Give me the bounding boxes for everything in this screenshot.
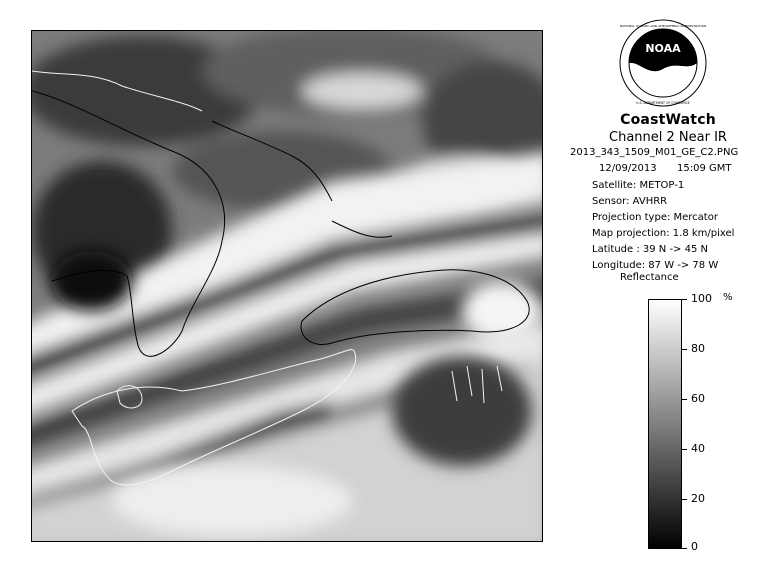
logo-center-text: NOAA [645,42,681,55]
map-projection-info: Map projection: 1.8 km/pixel [592,228,735,239]
channel-label: Channel 2 Near IR [609,130,727,145]
colorbar-tick [682,299,687,300]
legend-title: Reflectance [620,272,679,283]
brand-title: CoastWatch [620,112,716,128]
colorbar-tick-label: 40 [691,442,705,455]
colorbar-tick [682,499,687,500]
colorbar-tick-label: 80 [691,342,705,355]
reflectance-colorbar [648,299,682,549]
colorbar-tick-label: 20 [691,492,705,505]
sensor-info: Sensor: AVHRR [592,196,668,207]
acquisition-time: 15:09 GMT [677,163,732,174]
noaa-logo [619,19,707,107]
image-filename: 2013_343_1509_M01_GE_C2.PNG [570,147,739,158]
colorbar-tick [682,399,687,400]
colorbar-tick [682,349,687,350]
legend-unit: % [723,292,733,303]
colorbar-tick-label: 60 [691,392,705,405]
colorbar-tick-label: 0 [691,540,698,553]
projection-type-info: Projection type: Mercator [592,212,718,223]
satellite-image [31,30,543,542]
acquisition-date: 12/09/2013 [599,163,657,174]
satellite-map-svg [32,31,543,542]
colorbar-tick [682,449,687,450]
longitude-info: Longitude: 87 W -> 78 W [592,260,719,271]
latitude-info: Latitude : 39 N -> 45 N [592,244,708,255]
colorbar-tick [682,548,687,549]
logo-ring-top: NATIONAL OCEANIC AND ATMOSPHERIC ADMINISTRATION [619,24,707,28]
colorbar-tick-label: 100 [691,292,712,305]
logo-ring-bottom: U.S. DEPARTMENT OF COMMERCE [636,101,690,105]
satellite-info: Satellite: METOP-1 [592,180,685,191]
